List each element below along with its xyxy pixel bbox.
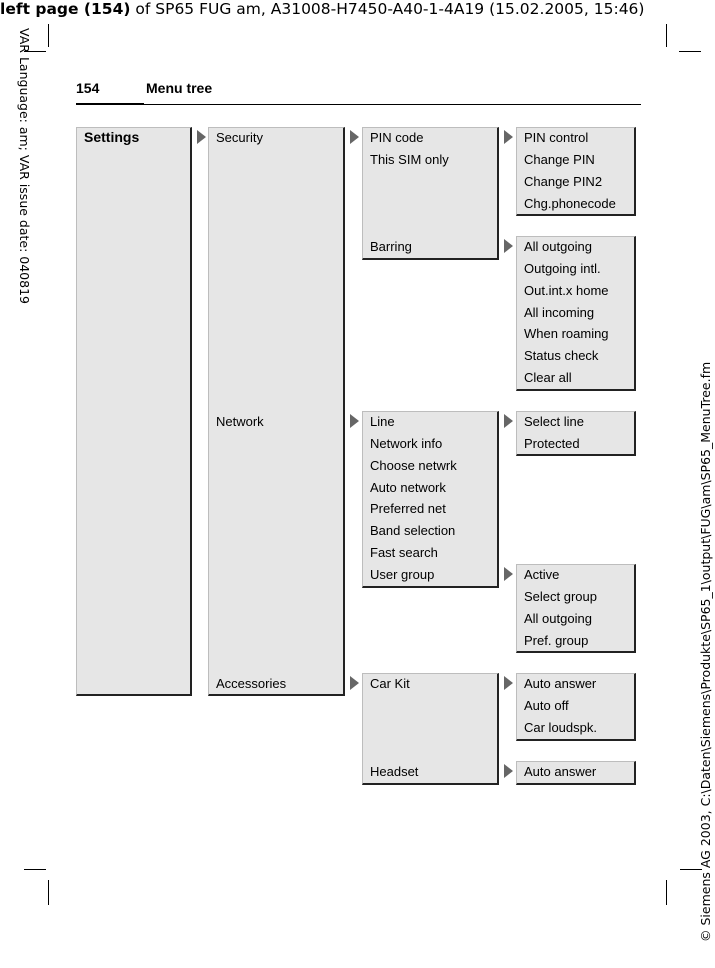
menu-item-when-roaming: When roaming <box>524 326 609 341</box>
side-note-copyright: © Siemens AG 2003, C:\Daten\Siemens\Produkte\SP65_1\output\FUG\am\SP65_MenuTree.fm <box>698 361 713 942</box>
menu-item-choose-netwrk: Choose netwrk <box>370 458 457 473</box>
menu-item-out-int-x-home: Out.int.x home <box>524 283 609 298</box>
menu-item-protected: Protected <box>524 436 580 451</box>
menu-item-pin-control: PIN control <box>524 130 589 145</box>
menu-item-settings: Settings <box>84 129 140 145</box>
menu-item-car-loudspk: Car loudspk. <box>524 720 597 735</box>
menu-item-user-group: User group <box>370 567 435 582</box>
menu-item-change-pin2: Change PIN2 <box>524 174 603 189</box>
menu-item-security: Security <box>216 130 263 145</box>
print-header <box>0 0 715 18</box>
crop-mark <box>48 24 49 47</box>
crop-mark <box>679 51 701 52</box>
submenu-arrow-icon <box>504 764 513 778</box>
menu-item-headset: Headset <box>370 764 419 779</box>
submenu-arrow-icon <box>197 130 206 144</box>
submenu-arrow-icon <box>504 567 513 581</box>
settings-submenu-box <box>208 127 345 696</box>
menu-item-clear-all: Clear all <box>524 370 572 385</box>
menu-item-accessories: Accessories <box>216 676 287 691</box>
page-number: 154 <box>76 80 100 96</box>
crop-mark <box>48 880 49 905</box>
menu-item-chg-phonecode: Chg.phonecode <box>524 196 616 211</box>
menu-item-pin-code: PIN code <box>370 130 424 145</box>
menu-item-outgoing-intl: Outgoing intl. <box>524 261 601 276</box>
menu-item-all-incoming: All incoming <box>524 305 595 320</box>
menu-item-auto-answer: Auto answer <box>524 676 597 691</box>
submenu-arrow-icon <box>504 414 513 428</box>
page-title: Menu tree <box>146 80 213 96</box>
menu-item-fast-search: Fast search <box>370 545 438 560</box>
menu-item-pref-group: Pref. group <box>524 633 589 648</box>
menu-item-car-kit: Car Kit <box>370 676 410 691</box>
menu-item-band-selection: Band selection <box>370 523 456 538</box>
header-rule <box>76 103 144 105</box>
menu-item-headset-auto-answer: Auto answer <box>524 764 597 779</box>
menu-item-this-sim-only: This SIM only <box>370 152 449 167</box>
menu-item-status-check: Status check <box>524 348 599 363</box>
menu-item-all-outgoing: All outgoing <box>524 239 592 254</box>
menu-item-auto-network: Auto network <box>370 480 446 495</box>
menu-item-all-outgoing-cug: All outgoing <box>524 611 592 626</box>
submenu-arrow-icon <box>504 130 513 144</box>
menu-item-line: Line <box>370 414 395 429</box>
print-header-source: of SP65 FUG am, A31008-H7450-A40-1-4A19 (15.02.2005, 15:46) <box>130 0 645 18</box>
print-header-page: left page (154) <box>0 0 131 18</box>
menu-item-preferred-net: Preferred net <box>370 501 446 516</box>
menu-item-network-info: Network info <box>370 436 443 451</box>
header-rule <box>144 104 641 105</box>
submenu-arrow-icon <box>350 130 359 144</box>
submenu-arrow-icon <box>504 676 513 690</box>
submenu-arrow-icon <box>350 414 359 428</box>
menu-item-change-pin: Change PIN <box>524 152 595 167</box>
menu-item-select-group: Select group <box>524 589 597 604</box>
submenu-arrow-icon <box>350 676 359 690</box>
crop-mark <box>666 24 667 47</box>
menu-item-select-line: Select line <box>524 414 584 429</box>
menu-item-auto-off: Auto off <box>524 698 569 713</box>
crop-mark <box>24 869 46 870</box>
side-note-language: VAR Language: am; VAR issue date: 040819 <box>17 28 32 304</box>
menu-item-active: Active <box>524 567 560 582</box>
settings-column-box <box>76 127 192 696</box>
submenu-arrow-icon <box>504 239 513 253</box>
crop-mark <box>666 880 667 905</box>
menu-item-network: Network <box>216 414 264 429</box>
menu-item-barring: Barring <box>370 239 412 254</box>
